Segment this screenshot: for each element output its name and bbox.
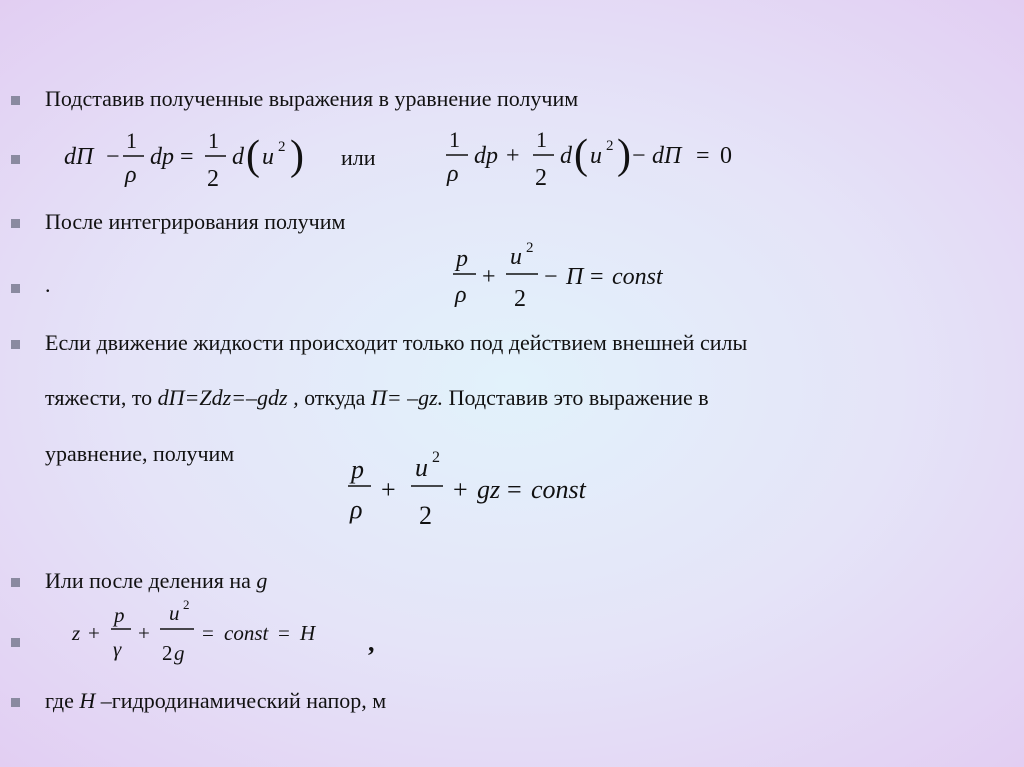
svg-text:=: = [180,144,194,170]
svg-text:2: 2 [432,449,440,466]
formula-5 [68,598,368,678]
svg-text:2: 2 [278,139,286,155]
line-substitute: Подставив полученные выражения в уравнение получим [45,86,579,111]
svg-text:=: = [696,143,710,169]
svg-text:2: 2 [419,501,432,530]
svg-text:−: − [106,144,120,170]
bullet-8 [11,698,20,707]
svg-text:g: g [174,641,185,665]
text-otkuda: откуда [298,385,371,410]
svg-text:2: 2 [535,165,547,191]
formula-4 [343,448,643,538]
bullet-4 [11,284,20,293]
svg-text:1: 1 [449,127,460,152]
svg-text:(: ( [574,132,588,178]
svg-text:dp: dp [474,143,498,169]
bullet-5 [11,340,20,349]
symbol-g: g [256,568,268,593]
svg-text:+: + [453,475,468,504]
svg-text:d: d [560,143,572,169]
text-tyazhesti: тяжести, то [45,385,158,410]
svg-text:П: П [566,264,584,290]
svg-text:u: u [262,144,274,170]
svg-text:z: z [72,621,81,645]
text-head: –гидродинамический напор, м [95,688,387,713]
comma: , [368,628,375,657]
bullet-2 [11,155,20,164]
svg-text:2: 2 [606,138,614,154]
svg-text:): ) [290,133,304,179]
svg-text:ρ: ρ [455,282,467,308]
svg-text:2: 2 [526,240,534,256]
svg-text:dП: dП [652,143,682,169]
svg-text:=: = [278,621,290,645]
svg-text:0: 0 [720,143,732,169]
or-label: или [341,145,376,170]
line-gravity-2 [45,385,709,411]
svg-text:u: u [169,601,180,625]
formula-2 [436,115,766,195]
svg-text:(: ( [246,133,260,179]
svg-text:+: + [506,143,520,169]
text-divide: Или после деления на [45,568,257,593]
line-integration: После интегрирования получим [45,209,346,234]
svg-text:ρ: ρ [447,161,459,187]
line-equation: уравнение, получим [45,441,235,466]
svg-text:2: 2 [207,166,219,192]
bullet-7 [11,638,20,647]
svg-text:+: + [138,621,150,645]
svg-text:−: − [544,264,558,290]
svg-text:H: H [300,621,316,645]
svg-text:u: u [510,244,522,270]
formula-3 [446,240,726,320]
line-gravity-1: Если движение жидкости происходит только под действием внешней силы [45,330,748,355]
formula-1 [60,118,340,198]
symbol-H: H [79,688,96,713]
svg-text:ρ: ρ [125,162,137,188]
svg-text:const: const [224,621,269,645]
svg-text:1: 1 [536,127,547,152]
formula-P: П= –gz. [370,385,444,410]
svg-text:p: p [456,246,468,272]
svg-text:2: 2 [183,597,190,612]
svg-text:p: p [114,603,125,627]
svg-text:2: 2 [162,641,173,665]
bullet-1 [11,96,20,105]
svg-text:const: const [612,264,663,290]
svg-text:): ) [617,132,631,178]
svg-text:+: + [88,621,100,645]
svg-text:d: d [232,144,244,170]
svg-text:dП: dП [64,144,94,170]
svg-text:=: = [507,475,522,504]
svg-text:=: = [590,264,604,290]
svg-text:u: u [590,143,602,169]
svg-text:2: 2 [514,286,526,312]
line-head [45,688,386,714]
line-divide [45,568,267,594]
formula-dP: dП=Zdz=–gdz , [157,385,299,410]
text-substitute: Подставив это выражение в [443,385,709,410]
svg-text:γ: γ [113,637,122,661]
svg-text:u: u [415,453,428,482]
svg-text:p: p [351,455,364,484]
svg-text:1: 1 [126,128,137,153]
bullet-6 [11,578,20,587]
text-gde: где [45,688,80,713]
svg-text:+: + [381,475,396,504]
svg-text:ρ: ρ [350,495,363,524]
svg-text:−: − [632,143,646,169]
svg-text:1: 1 [208,128,219,153]
svg-text:=: = [202,621,214,645]
dot-line: . [45,272,51,297]
bullet-3 [11,219,20,228]
svg-text:gz: gz [477,475,501,504]
svg-text:+: + [482,264,496,290]
svg-text:const: const [531,475,586,504]
svg-text:dp: dp [150,144,174,170]
